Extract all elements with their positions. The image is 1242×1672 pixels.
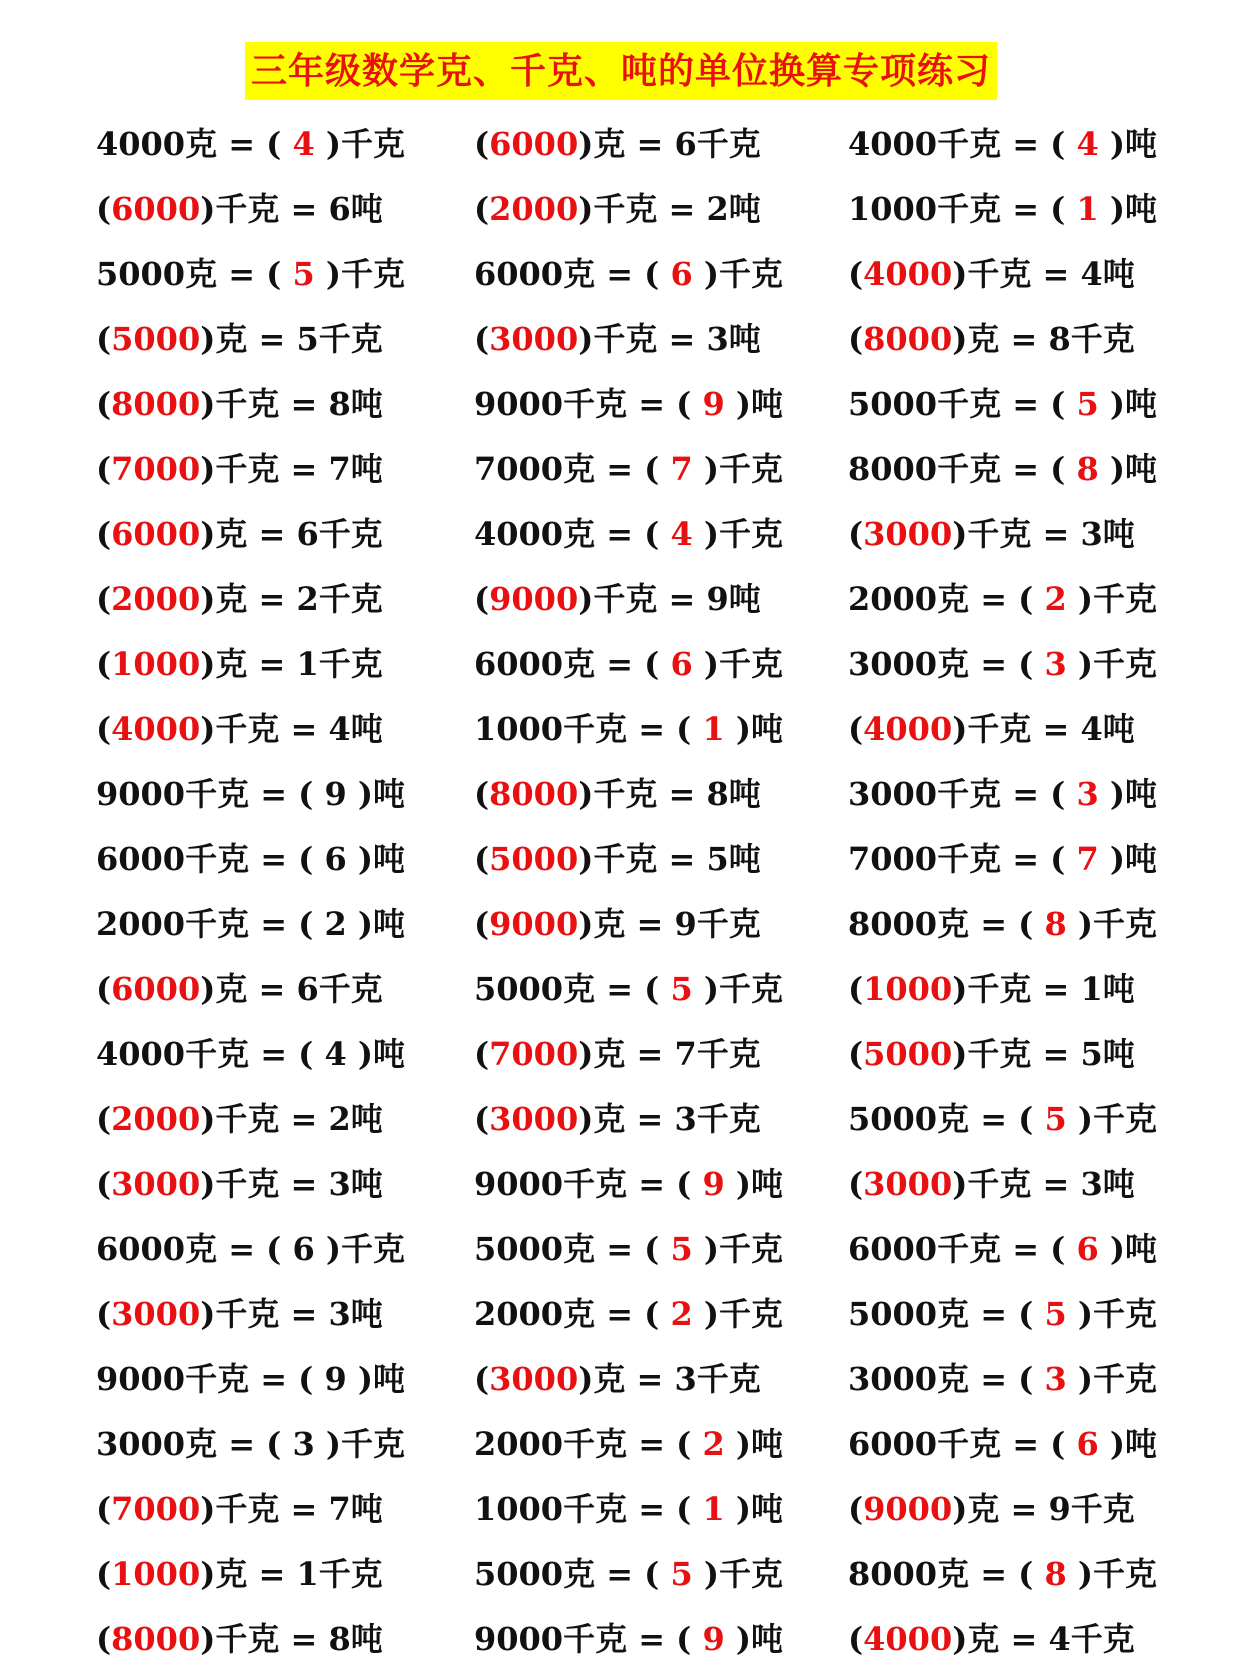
- equation-head: 2000千克 = (: [96, 905, 314, 943]
- exercise-item: [474, 1087, 848, 1152]
- open-paren: (: [96, 1165, 112, 1203]
- equation-tail: )千克 = 3吨: [578, 320, 761, 358]
- equation-tail: )千克 = 7吨: [200, 1490, 383, 1528]
- equation-tail: )吨: [357, 1360, 406, 1398]
- equation-tail: )吨: [1109, 840, 1158, 878]
- exercise-item: [96, 957, 474, 1022]
- answer-value: 5000: [863, 1035, 953, 1073]
- equation-head: 2000克 = (: [848, 580, 1034, 618]
- exercise-item: [474, 307, 848, 372]
- equation-tail: )千克 = 4吨: [952, 255, 1135, 293]
- open-paren: (: [474, 125, 490, 163]
- exercise-item: [96, 177, 474, 242]
- exercise-item: [848, 762, 1206, 827]
- equation-head: 4000克 = (: [96, 125, 282, 163]
- equation-tail: )克 = 1千克: [200, 645, 383, 683]
- open-paren: (: [848, 515, 864, 553]
- equation-tail: )克 = 9千克: [578, 905, 761, 943]
- equation-head: 2000克 = (: [474, 1295, 660, 1333]
- answer-value: 9: [313, 775, 358, 813]
- equation-tail: )千克: [1077, 1555, 1158, 1593]
- equation-tail: )千克 = 1吨: [952, 970, 1135, 1008]
- exercise-item: [848, 1412, 1206, 1477]
- answer-value: 7: [659, 450, 704, 488]
- answer-value: 4: [313, 1035, 358, 1073]
- exercise-item: [848, 437, 1206, 502]
- exercise-item: [848, 1542, 1206, 1607]
- answer-value: 3: [281, 1425, 326, 1463]
- equation-tail: )千克: [1077, 1295, 1158, 1333]
- answer-value: 3000: [863, 515, 953, 553]
- exercise-item: [96, 1412, 474, 1477]
- exercise-item: [96, 1347, 474, 1412]
- equation-tail: )千克: [325, 255, 406, 293]
- equation-head: 5000克 = (: [848, 1295, 1034, 1333]
- answer-value: 3: [1033, 1360, 1078, 1398]
- equation-tail: )千克: [325, 1230, 406, 1268]
- answer-value: 1000: [111, 645, 201, 683]
- open-paren: (: [96, 515, 112, 553]
- answer-value: 1: [691, 1490, 736, 1528]
- equation-head: 4000克 = (: [474, 515, 660, 553]
- exercise-item: [474, 892, 848, 957]
- open-paren: (: [474, 1100, 490, 1138]
- exercise-item: [96, 1152, 474, 1217]
- equation-tail: )吨: [1109, 1230, 1158, 1268]
- equation-head: 9000千克 = (: [474, 385, 692, 423]
- equation-head: 6000克 = (: [474, 255, 660, 293]
- answer-value: 7: [1065, 840, 1110, 878]
- open-paren: (: [474, 580, 490, 618]
- open-paren: (: [848, 255, 864, 293]
- exercise-item: [848, 697, 1206, 762]
- answer-value: 2: [1033, 580, 1078, 618]
- equation-tail: )千克 = 3吨: [200, 1295, 383, 1333]
- equation-tail: )吨: [735, 1620, 784, 1658]
- answer-value: 4: [281, 125, 326, 163]
- answer-value: 1: [1065, 190, 1110, 228]
- equation-head: 6000克 = (: [474, 645, 660, 683]
- answer-value: 5: [1033, 1295, 1078, 1333]
- answer-value: 1000: [863, 970, 953, 1008]
- open-paren: (: [848, 1165, 864, 1203]
- exercise-item: [96, 1022, 474, 1087]
- exercise-item: [96, 112, 474, 177]
- answer-value: 5: [281, 255, 326, 293]
- open-paren: (: [96, 1490, 112, 1528]
- exercise-item: [848, 827, 1206, 892]
- equation-tail: )千克: [1077, 905, 1158, 943]
- equation-tail: )千克: [1077, 1100, 1158, 1138]
- equation-head: 7000克 = (: [474, 450, 660, 488]
- equation-head: 8000千克 = (: [848, 450, 1066, 488]
- equation-tail: )千克 = 7吨: [200, 450, 383, 488]
- answer-value: 9000: [489, 580, 579, 618]
- equation-tail: )吨: [357, 905, 406, 943]
- answer-value: 3000: [489, 1100, 579, 1138]
- equation-head: 6000千克 = (: [96, 840, 314, 878]
- equation-tail: )千克 = 3吨: [952, 1165, 1135, 1203]
- equation-tail: )千克: [703, 255, 784, 293]
- answer-value: 6000: [111, 190, 201, 228]
- equation-tail: )吨: [735, 385, 784, 423]
- exercise-item: [474, 1477, 848, 1542]
- equation-tail: )克 = 9千克: [952, 1490, 1135, 1528]
- equation-tail: )千克 = 9吨: [578, 580, 761, 618]
- answer-value: 5: [1065, 385, 1110, 423]
- exercise-item: [848, 307, 1206, 372]
- equation-tail: )吨: [357, 775, 406, 813]
- answer-value: 2: [691, 1425, 736, 1463]
- answer-value: 4000: [863, 710, 953, 748]
- equation-tail: )千克 = 4吨: [200, 710, 383, 748]
- equation-tail: )克 = 6千克: [578, 125, 761, 163]
- exercise-item: [96, 762, 474, 827]
- equation-tail: )克 = 5千克: [200, 320, 383, 358]
- exercise-item: [474, 697, 848, 762]
- equation-head: 5000克 = (: [96, 255, 282, 293]
- equation-tail: )千克 = 8吨: [200, 385, 383, 423]
- exercise-item: [474, 1022, 848, 1087]
- exercise-item: [848, 892, 1206, 957]
- equation-tail: )千克 = 8吨: [578, 775, 761, 813]
- open-paren: (: [96, 1295, 112, 1333]
- open-paren: (: [96, 385, 112, 423]
- answer-value: 2000: [489, 190, 579, 228]
- exercise-item: [96, 1477, 474, 1542]
- open-paren: (: [96, 1555, 112, 1593]
- answer-value: 4000: [863, 1620, 953, 1658]
- answer-value: 8000: [489, 775, 579, 813]
- exercise-item: [474, 242, 848, 307]
- exercise-item: [96, 372, 474, 437]
- exercise-item: [474, 1542, 848, 1607]
- exercise-item: [848, 1087, 1206, 1152]
- worksheet-title: 三年级数学克、千克、吨的单位换算专项练习: [245, 42, 997, 100]
- answer-value: 7000: [489, 1035, 579, 1073]
- answer-value: 2: [659, 1295, 704, 1333]
- equation-tail: )吨: [1109, 1425, 1158, 1463]
- answer-value: 6000: [489, 125, 579, 163]
- answer-value: 8: [1033, 1555, 1078, 1593]
- answer-value: 4000: [111, 710, 201, 748]
- answer-value: 2000: [111, 580, 201, 618]
- answer-value: 9: [691, 1165, 736, 1203]
- equation-tail: )千克: [1077, 580, 1158, 618]
- equation-head: 3000克 = (: [96, 1425, 282, 1463]
- exercise-item: [848, 112, 1206, 177]
- answer-value: 6: [1065, 1425, 1110, 1463]
- equation-head: 5000千克 = (: [848, 385, 1066, 423]
- equation-head: 9000千克 = (: [474, 1620, 692, 1658]
- exercise-item: [474, 1607, 848, 1672]
- answer-value: 9000: [489, 905, 579, 943]
- exercise-item: [96, 1087, 474, 1152]
- exercise-item: [848, 372, 1206, 437]
- answer-value: 3000: [111, 1295, 201, 1333]
- exercise-item: [848, 177, 1206, 242]
- equation-tail: )千克: [703, 1230, 784, 1268]
- exercise-item: [96, 1282, 474, 1347]
- open-paren: (: [474, 775, 490, 813]
- answer-value: 8000: [863, 320, 953, 358]
- answer-value: 3000: [111, 1165, 201, 1203]
- exercise-item: [474, 502, 848, 567]
- exercise-item: [474, 112, 848, 177]
- equation-tail: )克 = 2千克: [200, 580, 383, 618]
- answer-value: 5000: [111, 320, 201, 358]
- answer-value: 9000: [863, 1490, 953, 1528]
- equation-tail: )千克: [703, 645, 784, 683]
- exercise-item: [474, 957, 848, 1022]
- exercise-item: [96, 437, 474, 502]
- exercise-item: [96, 567, 474, 632]
- equation-tail: )克 = 1千克: [200, 1555, 383, 1593]
- equation-head: 1000千克 = (: [848, 190, 1066, 228]
- equation-tail: )千克: [703, 515, 784, 553]
- answer-value: 4: [1065, 125, 1110, 163]
- open-paren: (: [96, 1620, 112, 1658]
- exercise-item: [848, 1477, 1206, 1542]
- answer-value: 3000: [489, 1360, 579, 1398]
- exercise-item: [96, 502, 474, 567]
- open-paren: (: [474, 320, 490, 358]
- equation-tail: )克 = 7千克: [578, 1035, 761, 1073]
- equation-tail: )千克: [325, 1425, 406, 1463]
- equation-head: 6000克 = (: [96, 1230, 282, 1268]
- exercise-item: [474, 762, 848, 827]
- equation-tail: )千克 = 3吨: [952, 515, 1135, 553]
- answer-value: 4: [659, 515, 704, 553]
- equation-tail: )千克 = 6吨: [200, 190, 383, 228]
- equation-head: 9000千克 = (: [474, 1165, 692, 1203]
- exercise-item: [474, 1217, 848, 1282]
- exercise-item: [474, 1347, 848, 1412]
- answer-value: 1: [691, 710, 736, 748]
- exercise-item: [848, 502, 1206, 567]
- answer-value: 3: [1033, 645, 1078, 683]
- open-paren: (: [96, 710, 112, 748]
- answer-value: 9: [691, 1620, 736, 1658]
- exercise-item: [848, 1022, 1206, 1087]
- open-paren: (: [848, 1620, 864, 1658]
- open-paren: (: [474, 840, 490, 878]
- equation-head: 5000克 = (: [474, 1230, 660, 1268]
- answer-value: 1000: [111, 1555, 201, 1593]
- answer-value: 6: [1065, 1230, 1110, 1268]
- exercise-item: [474, 567, 848, 632]
- open-paren: (: [96, 190, 112, 228]
- answer-value: 6: [659, 645, 704, 683]
- equation-tail: )吨: [735, 710, 784, 748]
- open-paren: (: [96, 1100, 112, 1138]
- answer-value: 6: [313, 840, 358, 878]
- exercise-item: [474, 1412, 848, 1477]
- equation-head: 1000千克 = (: [474, 710, 692, 748]
- open-paren: (: [96, 645, 112, 683]
- equation-head: 4000千克 = (: [96, 1035, 314, 1073]
- equation-tail: )千克: [703, 450, 784, 488]
- equation-tail: )吨: [1109, 385, 1158, 423]
- equation-tail: )千克 = 8吨: [200, 1620, 383, 1658]
- equation-tail: )千克: [1077, 645, 1158, 683]
- exercise-item: [474, 1152, 848, 1217]
- equation-tail: )千克 = 3吨: [200, 1165, 383, 1203]
- equation-head: 9000千克 = (: [96, 775, 314, 813]
- equation-head: 8000克 = (: [848, 905, 1034, 943]
- answer-value: 8000: [111, 1620, 201, 1658]
- equation-head: 9000千克 = (: [96, 1360, 314, 1398]
- equation-head: 1000千克 = (: [474, 1490, 692, 1528]
- exercise-item: [474, 827, 848, 892]
- answer-value: 6000: [111, 970, 201, 1008]
- equation-tail: )千克 = 4吨: [952, 710, 1135, 748]
- equation-head: 7000千克 = (: [848, 840, 1066, 878]
- equation-tail: )吨: [1109, 450, 1158, 488]
- open-paren: (: [474, 190, 490, 228]
- equation-tail: )克 = 6千克: [200, 515, 383, 553]
- answer-value: 2: [313, 905, 358, 943]
- equation-tail: )千克 = 2吨: [200, 1100, 383, 1138]
- equation-head: 4000千克 = (: [848, 125, 1066, 163]
- exercise-item: [96, 827, 474, 892]
- equation-tail: )千克 = 5吨: [578, 840, 761, 878]
- answer-value: 8000: [111, 385, 201, 423]
- equation-tail: )吨: [1109, 125, 1158, 163]
- equation-tail: )吨: [1109, 190, 1158, 228]
- equation-head: 5000克 = (: [474, 1555, 660, 1593]
- equation-head: 8000克 = (: [848, 1555, 1034, 1593]
- exercise-item: [848, 1347, 1206, 1412]
- exercise-item: [848, 1217, 1206, 1282]
- exercise-item: [848, 242, 1206, 307]
- exercise-item: [848, 957, 1206, 1022]
- answer-value: 5: [659, 1555, 704, 1593]
- exercise-item: [96, 1217, 474, 1282]
- equation-head: 3000克 = (: [848, 1360, 1034, 1398]
- open-paren: (: [96, 580, 112, 618]
- answer-value: 7000: [111, 450, 201, 488]
- open-paren: (: [848, 1490, 864, 1528]
- exercise-item: [96, 1542, 474, 1607]
- open-paren: (: [848, 1035, 864, 1073]
- exercise-item: [848, 1607, 1206, 1672]
- equation-head: 6000千克 = (: [848, 1230, 1066, 1268]
- exercise-item: [96, 242, 474, 307]
- exercise-item: [96, 307, 474, 372]
- answer-value: 8: [1065, 450, 1110, 488]
- answer-value: 2000: [111, 1100, 201, 1138]
- equation-tail: )克 = 8千克: [952, 320, 1135, 358]
- equation-tail: )克 = 3千克: [578, 1100, 761, 1138]
- open-paren: (: [96, 970, 112, 1008]
- exercise-item: [474, 437, 848, 502]
- answer-value: 9: [691, 385, 736, 423]
- exercise-item: [96, 632, 474, 697]
- equation-head: 5000克 = (: [474, 970, 660, 1008]
- equation-tail: )千克: [703, 1555, 784, 1593]
- exercise-item: [848, 1282, 1206, 1347]
- equation-head: 5000克 = (: [848, 1100, 1034, 1138]
- equation-tail: )千克 = 2吨: [578, 190, 761, 228]
- exercise-grid: [96, 112, 1206, 1672]
- answer-value: 3: [1065, 775, 1110, 813]
- answer-value: 6000: [111, 515, 201, 553]
- equation-head: 2000千克 = (: [474, 1425, 692, 1463]
- equation-tail: )克 = 6千克: [200, 970, 383, 1008]
- open-paren: (: [96, 450, 112, 488]
- open-paren: (: [96, 320, 112, 358]
- equation-tail: )千克: [325, 125, 406, 163]
- equation-tail: )吨: [1109, 775, 1158, 813]
- exercise-item: [96, 697, 474, 762]
- open-paren: (: [474, 905, 490, 943]
- answer-value: 3000: [489, 320, 579, 358]
- answer-value: 6: [281, 1230, 326, 1268]
- open-paren: (: [848, 710, 864, 748]
- exercise-item: [96, 1607, 474, 1672]
- exercise-item: [96, 892, 474, 957]
- equation-tail: )吨: [735, 1165, 784, 1203]
- equation-tail: )克 = 3千克: [578, 1360, 761, 1398]
- equation-tail: )千克: [703, 970, 784, 1008]
- exercise-item: [474, 177, 848, 242]
- exercise-item: [474, 1282, 848, 1347]
- equation-tail: )千克 = 5吨: [952, 1035, 1135, 1073]
- open-paren: (: [848, 320, 864, 358]
- exercise-item: [474, 372, 848, 437]
- answer-value: 4000: [863, 255, 953, 293]
- equation-head: 6000千克 = (: [848, 1425, 1066, 1463]
- title-container: [0, 42, 1242, 100]
- exercise-item: [848, 1152, 1206, 1217]
- exercise-item: [848, 567, 1206, 632]
- answer-value: 5000: [489, 840, 579, 878]
- answer-value: 5: [659, 970, 704, 1008]
- equation-tail: )吨: [357, 840, 406, 878]
- equation-head: 3000克 = (: [848, 645, 1034, 683]
- answer-value: 5: [659, 1230, 704, 1268]
- exercise-item: [848, 632, 1206, 697]
- exercise-item: [474, 632, 848, 697]
- equation-tail: )千克: [1077, 1360, 1158, 1398]
- equation-tail: )克 = 4千克: [952, 1620, 1135, 1658]
- equation-head: 3000千克 = (: [848, 775, 1066, 813]
- answer-value: 8: [1033, 905, 1078, 943]
- open-paren: (: [848, 970, 864, 1008]
- open-paren: (: [474, 1035, 490, 1073]
- equation-tail: )吨: [357, 1035, 406, 1073]
- equation-tail: )吨: [735, 1425, 784, 1463]
- answer-value: 6: [659, 255, 704, 293]
- answer-value: 5: [1033, 1100, 1078, 1138]
- equation-tail: )千克: [703, 1295, 784, 1333]
- equation-tail: )吨: [735, 1490, 784, 1528]
- answer-value: 7000: [111, 1490, 201, 1528]
- answer-value: 9: [313, 1360, 358, 1398]
- open-paren: (: [474, 1360, 490, 1398]
- answer-value: 3000: [863, 1165, 953, 1203]
